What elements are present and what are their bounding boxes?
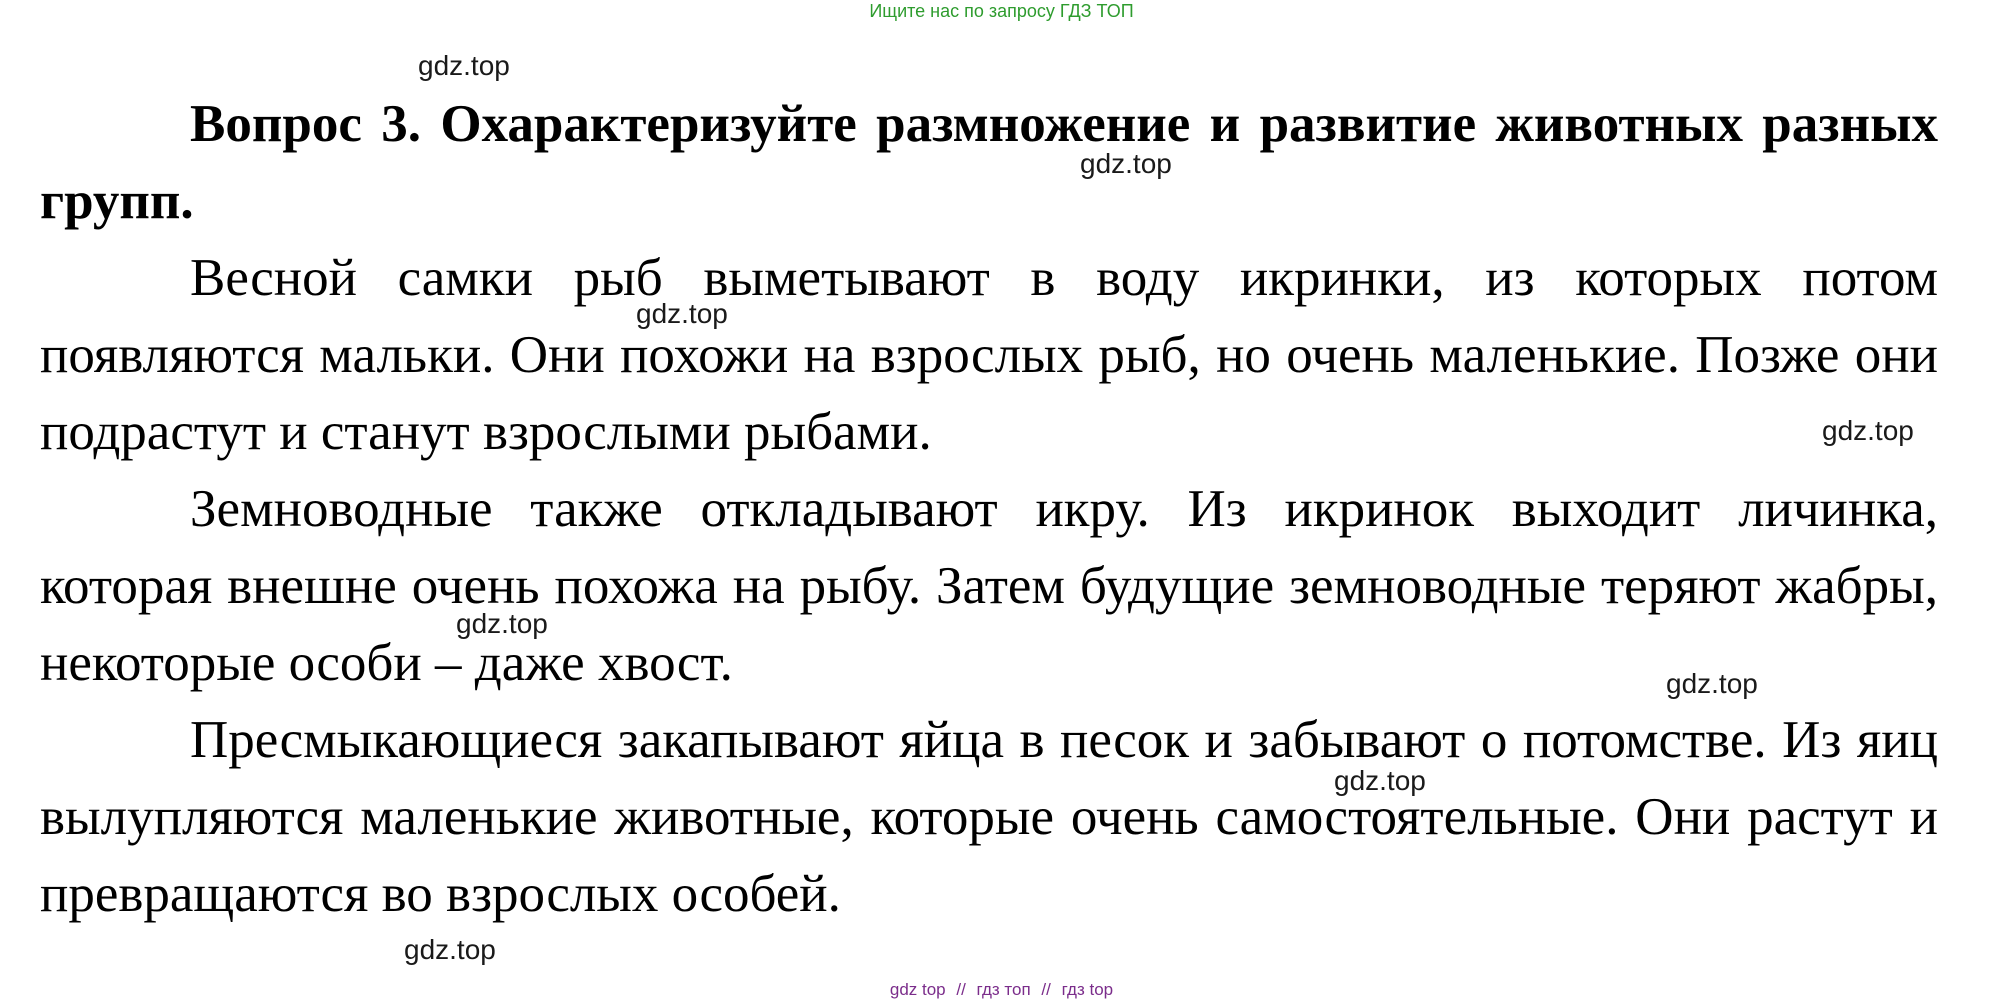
footer-item: гдз top [1061, 980, 1114, 999]
footer-separator: // [956, 980, 966, 999]
paragraph-amphibians: Земноводные также откладывают икру. Из икринок выходит личинка, которая внешне очень похожа на рыбу. Затем будущие земноводные теряют жабры, некоторые особи – даже хвост. [40, 480, 1938, 692]
question-heading: Вопрос 3. Охарактеризуйте размножение и развитие животных разных групп. [40, 95, 1938, 230]
watermark: gdz.top [1080, 148, 1172, 179]
top-banner: Ищите нас по запросу ГДЗ ТОП [869, 1, 1134, 21]
footer-item: gdz top [889, 980, 946, 999]
footer-separator: // [1041, 980, 1051, 999]
watermark: gdz.top [418, 50, 510, 81]
paragraph-fish: Весной самки рыб выметывают в воду икринки, из которых потом появляются мальки. Они похожи на взрослых рыб, но очень маленькие. Позже они подрастут и станут взрослыми рыбами. [40, 249, 1938, 461]
watermark: gdz.top [636, 298, 728, 329]
paragraph-reptiles: Пресмыкающиеся закапывают яйца в песок и забывают о потомстве. Из яиц вылупляются маленькие животные, которые очень самостоятельные. Они растут и превращаются во взрослых особей. [40, 711, 1938, 923]
watermark: gdz.top [404, 934, 496, 965]
footer-item: гдз топ [976, 980, 1031, 999]
footer-links [0, 980, 2003, 1000]
main-content [40, 86, 1938, 933]
watermark: gdz.top [1822, 415, 1914, 446]
watermark: gdz.top [1334, 765, 1426, 796]
watermark: gdz.top [456, 608, 548, 639]
watermark: gdz.top [1666, 668, 1758, 699]
